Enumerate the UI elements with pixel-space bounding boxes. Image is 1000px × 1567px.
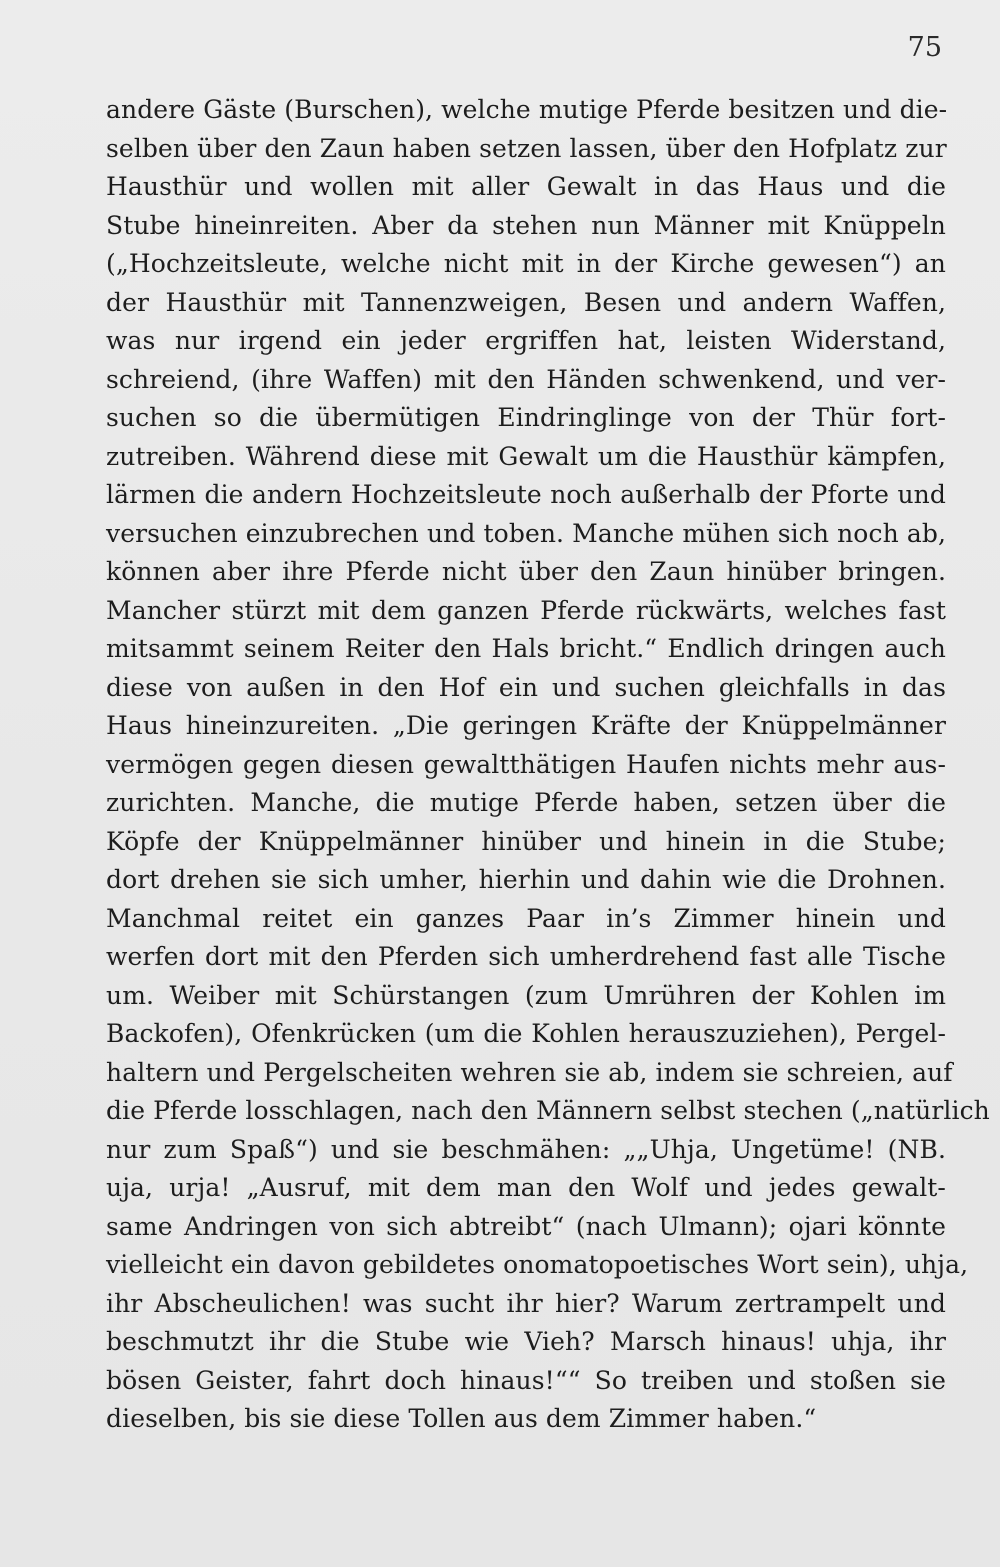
text-line: was nur irgend ein jeder ergriffen hat, leisten Widerstand, — [106, 326, 946, 355]
text-line: versuchen einzubrechen und toben. Manche mühen sich noch ab, — [106, 518, 946, 548]
text-line: zutreiben. Während diese mit Gewalt um die Hausthür kämpfen, — [106, 441, 946, 471]
text-line: andere Gäste (Burschen), welche mutige Pferde besitzen und die- — [106, 95, 948, 124]
text-line: lärmen die andern Hochzeitsleute noch außerhalb der Pforte und — [106, 480, 946, 509]
text-line: Köpfe der Knüppelmänner hinüber und hinein in die Stube; — [106, 826, 946, 856]
text-line: nur zum Spaß“) und sie beschmähen: „„Uhja, Ungetüme! (NB. — [106, 1134, 946, 1164]
text-line: haltern und Pergelscheiten wehren sie ab, indem sie schreien, auf — [106, 1057, 953, 1087]
text-line: vermögen gegen diesen gewaltthätigen Haufen nichts mehr aus- — [106, 749, 946, 779]
text-line: Haus hineinzureiten. „Die geringen Kräfte der Knüppelmänner — [106, 711, 946, 740]
text-line: dieselben, bis sie diese Tollen aus dem Zimmer haben.“ — [106, 1404, 817, 1433]
text-line: Backofen), Ofenkrücken (um die Kohlen herauszuziehen), Pergel- — [106, 1019, 946, 1048]
text-line: der Hausthür mit Tannenzweigen, Besen und andern Waffen, — [106, 287, 946, 317]
text-line: vielleicht ein davon gebildetes onomatopoetisches Wort sein), uhja, — [106, 1250, 969, 1279]
text-line: Stube hineinreiten. Aber da stehen nun Männer mit Knüppeln — [106, 210, 946, 240]
page-number: 75 — [907, 32, 942, 63]
text-line: diese von außen in den Hof ein und suchen gleichfalls in das — [106, 672, 946, 702]
text-line: dort drehen sie sich umher, hierhin und dahin wie die Drohnen. — [106, 865, 946, 894]
text-line: schreiend, (ihre Waffen) mit den Händen schwenkend, und ver- — [106, 364, 946, 394]
text-line: zurichten. Manche, die mutige Pferde haben, setzen über die — [106, 788, 946, 817]
text-line: Manchmal reitet ein ganzes Paar in’s Zimmer hinein und — [106, 903, 946, 933]
text-line: suchen so die übermütigen Eindringlinge von der Thür fort- — [106, 403, 946, 432]
text-line: Hausthür und wollen mit aller Gewalt in das Haus und die — [106, 172, 946, 201]
text-line: um. Weiber mit Schürstangen (zum Umrühren der Kohlen im — [106, 980, 946, 1010]
text-line: uja, urja! „Ausruf, mit dem man den Wolf und jedes gewalt- — [106, 1173, 946, 1202]
text-line: können aber ihre Pferde nicht über den Zaun hinüber bringen. — [106, 557, 946, 586]
text-line: werfen dort mit den Pferden sich umherdrehend fast alle Tische — [106, 942, 946, 971]
text-line: die Pferde losschlagen, nach den Männern selbst stechen („natürlich — [106, 1096, 990, 1125]
text-line: beschmutzt ihr die Stube wie Vieh? Marsch hinaus! uhja, ihr — [106, 1327, 946, 1356]
text-line: mitsammt seinem Reiter den Hals bricht.“ Endlich dringen auch — [106, 634, 946, 663]
text-line: bösen Geister, fahrt doch hinaus!““ So treiben und stoßen sie — [106, 1365, 946, 1395]
text-line: („Hochzeitsleute, welche nicht mit in der Kirche gewesen“) an — [106, 249, 946, 278]
body-text — [106, 91, 990, 1439]
text-line: selben über den Zaun haben setzen lassen, über den Hofplatz zur — [106, 133, 947, 163]
text-line: Mancher stürzt mit dem ganzen Pferde rückwärts, welches fast — [106, 595, 946, 625]
text-line: same Andringen von sich abtreibt“ (nach Ulmann); ojari könnte — [106, 1211, 946, 1241]
text-line: ihr Abscheulichen! was sucht ihr hier? Warum zertrampelt und — [106, 1288, 946, 1318]
